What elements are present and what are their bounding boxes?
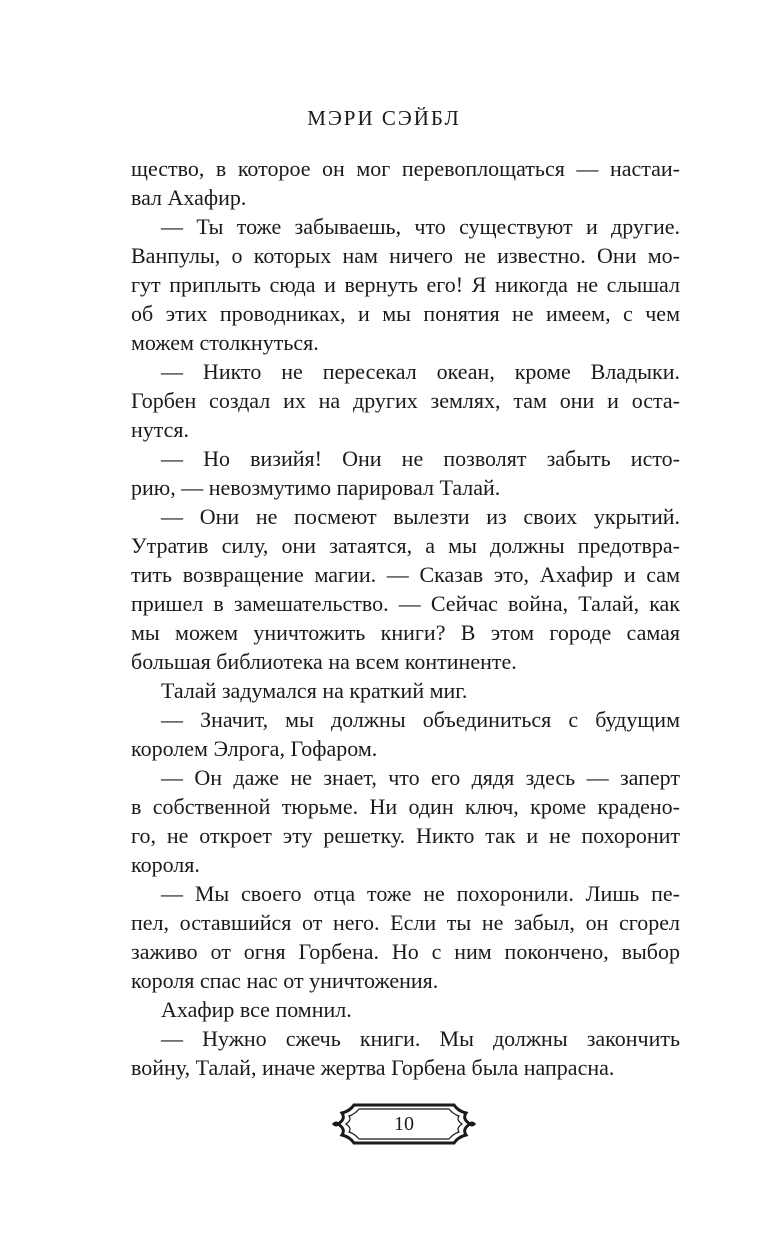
text-line: тить возвращение магии. — Сказав это, Ахафир и сам [131, 562, 680, 587]
text-line: — Он даже не знает, что его дядя здесь — заперт [161, 765, 680, 790]
page-number: 10 [394, 1113, 414, 1135]
text-line: — Нужно сжечь книги. Мы должны закончить [161, 1026, 680, 1051]
text-line: — Мы своего отца тоже не похоронили. Лишь пе- [161, 881, 680, 906]
text-line: — Значит, мы должны объединиться с будущим [161, 707, 680, 732]
page-number-ornament [330, 1097, 478, 1151]
running-head-author: МЭРИ СЭЙБЛ [307, 106, 461, 130]
text-line: щество, в которое он мог перевоплощаться — настаи- [131, 156, 680, 181]
text-line: можем столкнуться. [131, 330, 319, 355]
text-line: го, не откроет эту решетку. Никто так и не похоронит [131, 823, 680, 848]
text-line: заживо от огня Горбена. Но с ним покончено, выбор [131, 939, 680, 964]
text-line: короля. [131, 852, 200, 877]
text-line: в собственной тюрьме. Ни один ключ, кроме краденo- [131, 794, 680, 819]
text-line: вал Ахафир. [131, 185, 247, 210]
text-line: — Ты тоже забываешь, что существуют и другие. [161, 214, 680, 239]
text-line: — Они не посмеют вылезти из своих укрытий. [161, 504, 680, 529]
text-line: пел, оставшийся от него. Если ты не забыл, он сгорел [131, 910, 680, 935]
text-line: — Но визийя! Они не позволят забыть исто- [161, 446, 680, 471]
body-text [131, 154, 680, 1082]
text-line: Утратив силу, они затаятся, а мы должны предотвра- [131, 533, 680, 558]
text-line: Горбен создал их на других землях, там они и оста- [131, 388, 680, 413]
text-line: войну, Талай, иначе жертва Горбена была напрасна. [131, 1055, 615, 1080]
text-line: гут приплыть сюда и вернуть его! Я никогда не слышал [131, 272, 680, 297]
text-line: мы можем уничтожить книги? В этом городе самая [131, 620, 680, 645]
text-line: — Никто не пересекал океан, кроме Владыки. [161, 359, 680, 384]
text-line: об этих проводниках, и мы понятия не имеем, с чем [131, 301, 680, 326]
text-line: королем Элрога, Гофаром. [131, 736, 378, 761]
text-line: пришел в замешательство. — Сейчас война, Талай, как [131, 591, 680, 616]
text-line: короля спас нас от уничтожения. [131, 968, 439, 993]
text-line: рию, — невозмутимо парировал Талай. [131, 475, 501, 500]
text-line: Ахафир все помнил. [161, 997, 352, 1022]
text-line: Талай задумался на краткий миг. [161, 678, 468, 703]
text-line: нутся. [131, 417, 190, 442]
text-line: большая библиотека на всем континенте. [131, 649, 517, 674]
text-line: Ванпулы, о которых нам ничего не известно. Они мо- [131, 243, 680, 268]
